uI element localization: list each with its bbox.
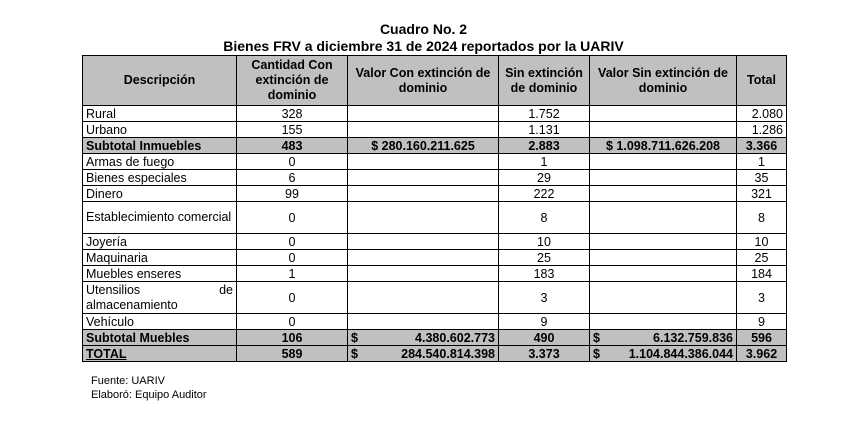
row-desc-word: Utensilios xyxy=(86,282,141,297)
header-valor-sin: Valor Sin extinción de dominio xyxy=(590,56,737,106)
row-cantidad-con: 6 xyxy=(237,170,348,186)
table-row xyxy=(83,314,787,330)
table-row xyxy=(83,266,787,282)
table-row xyxy=(83,170,787,186)
currency-symbol: $ xyxy=(593,346,600,361)
row-total: 8 xyxy=(737,202,787,234)
row-cantidad-con: 0 xyxy=(237,202,348,234)
assets-table xyxy=(82,55,787,362)
row-sin: 25 xyxy=(499,250,590,266)
row-valor-con xyxy=(348,266,499,282)
total-label: TOTAL xyxy=(86,346,127,361)
money-value xyxy=(351,347,495,361)
row-sin: 10 xyxy=(499,234,590,250)
row-desc: Armas de fuego xyxy=(83,154,237,170)
row-sin: 1.752 xyxy=(499,106,590,122)
row-total: 596 xyxy=(737,330,787,346)
row-total: 25 xyxy=(737,250,787,266)
amount: 4.380.602.773 xyxy=(415,330,495,345)
row-total: 1.286 xyxy=(737,122,787,138)
row-valor-con xyxy=(348,330,499,346)
header-sin: Sin extinción de dominio xyxy=(499,56,590,106)
row-valor-sin: $ 1.098.711.626.208 xyxy=(590,138,737,154)
row-sin: 183 xyxy=(499,266,590,282)
row-total: 10 xyxy=(737,234,787,250)
row-desc: Urbano xyxy=(83,122,237,138)
row-desc-line: almacenamiento xyxy=(86,297,178,312)
row-valor-sin xyxy=(590,282,737,314)
row-cantidad-con: 0 xyxy=(237,314,348,330)
row-desc: Subtotal Muebles xyxy=(83,330,237,346)
table-row xyxy=(83,250,787,266)
row-cantidad-con: 0 xyxy=(237,234,348,250)
amount: 6.132.759.836 xyxy=(653,330,733,345)
table-row xyxy=(83,106,787,122)
row-valor-sin xyxy=(590,346,737,362)
row-cantidad-con: 106 xyxy=(237,330,348,346)
row-desc: Establecimiento comercial xyxy=(83,202,237,234)
table-row xyxy=(83,282,787,314)
row-valor-con xyxy=(348,186,499,202)
row-valor-con xyxy=(348,106,499,122)
row-valor-sin xyxy=(590,154,737,170)
header-valor-con: Valor Con extinción de dominio xyxy=(348,56,499,106)
row-valor-con xyxy=(348,122,499,138)
subtotal-row xyxy=(83,330,787,346)
row-valor-sin xyxy=(590,122,737,138)
row-sin: 9 xyxy=(499,314,590,330)
table-row xyxy=(83,234,787,250)
row-total: 9 xyxy=(737,314,787,330)
row-desc-line xyxy=(86,283,233,298)
money-value xyxy=(593,331,733,345)
table-row xyxy=(83,186,787,202)
row-valor-sin xyxy=(590,266,737,282)
total-row xyxy=(83,346,787,362)
row-total: 3 xyxy=(737,282,787,314)
row-desc xyxy=(83,282,237,314)
row-valor-con xyxy=(348,202,499,234)
row-desc-word: de xyxy=(219,282,233,297)
row-cantidad-con: 155 xyxy=(237,122,348,138)
table-row xyxy=(83,154,787,170)
row-valor-sin xyxy=(590,186,737,202)
source-note: Fuente: UARIV xyxy=(91,375,165,387)
row-sin: 1.131 xyxy=(499,122,590,138)
row-sin: 1 xyxy=(499,154,590,170)
row-valor-sin xyxy=(590,250,737,266)
subtotal-row xyxy=(83,138,787,154)
row-valor-con xyxy=(348,250,499,266)
row-sin: 222 xyxy=(499,186,590,202)
row-sin: 29 xyxy=(499,170,590,186)
row-cantidad-con: 0 xyxy=(237,154,348,170)
table-row xyxy=(83,122,787,138)
row-valor-con xyxy=(348,234,499,250)
row-valor-sin xyxy=(590,170,737,186)
amount: 284.540.814.398 xyxy=(401,346,495,361)
row-desc xyxy=(83,346,237,362)
row-desc: Bienes especiales xyxy=(83,170,237,186)
row-desc: Dinero xyxy=(83,186,237,202)
row-valor-con xyxy=(348,170,499,186)
row-valor-con: $ 280.160.211.625 xyxy=(348,138,499,154)
row-total: 35 xyxy=(737,170,787,186)
row-valor-sin xyxy=(590,314,737,330)
row-cantidad-con: 328 xyxy=(237,106,348,122)
row-total: 1 xyxy=(737,154,787,170)
row-valor-sin xyxy=(590,106,737,122)
header-cantidad-con: Cantidad Con extinción de dominio xyxy=(237,56,348,106)
money-value xyxy=(351,331,495,345)
table-subtitle: Bienes FRV a diciembre 31 de 2024 reportados por la UARIV xyxy=(223,38,624,54)
author-note: Elaboró: Equipo Auditor xyxy=(91,389,207,401)
row-desc: Rural xyxy=(83,106,237,122)
currency-symbol: $ xyxy=(593,330,600,345)
row-cantidad-con: 99 xyxy=(237,186,348,202)
header-total: Total xyxy=(737,56,787,106)
row-cantidad-con: 0 xyxy=(237,282,348,314)
row-desc: Maquinaria xyxy=(83,250,237,266)
row-desc: Subtotal Inmuebles xyxy=(83,138,237,154)
row-total: 3.366 xyxy=(737,138,787,154)
row-valor-con xyxy=(348,154,499,170)
row-total: 321 xyxy=(737,186,787,202)
row-total: 3.962 xyxy=(737,346,787,362)
table-header-row xyxy=(83,56,787,106)
row-valor-con xyxy=(348,314,499,330)
row-sin: 2.883 xyxy=(499,138,590,154)
row-desc: Joyería xyxy=(83,234,237,250)
row-valor-con xyxy=(348,346,499,362)
row-sin: 3.373 xyxy=(499,346,590,362)
currency-symbol: $ xyxy=(351,346,358,361)
table-row xyxy=(83,202,787,234)
row-sin: 3 xyxy=(499,282,590,314)
row-cantidad-con: 0 xyxy=(237,250,348,266)
amount: 1.104.844.386.044 xyxy=(628,346,733,361)
row-cantidad-con: 483 xyxy=(237,138,348,154)
row-desc: Muebles enseres xyxy=(83,266,237,282)
row-valor-sin xyxy=(590,234,737,250)
header-descripcion: Descripción xyxy=(83,56,237,106)
row-valor-sin xyxy=(590,330,737,346)
row-valor-sin xyxy=(590,202,737,234)
row-sin: 8 xyxy=(499,202,590,234)
row-sin: 490 xyxy=(499,330,590,346)
table-title: Cuadro No. 2 xyxy=(379,21,468,37)
currency-symbol: $ xyxy=(351,330,358,345)
row-cantidad-con: 1 xyxy=(237,266,348,282)
row-total: 2.080 xyxy=(737,106,787,122)
row-desc: Vehículo xyxy=(83,314,237,330)
row-total: 184 xyxy=(737,266,787,282)
money-value xyxy=(593,347,733,361)
row-cantidad-con: 589 xyxy=(237,346,348,362)
row-valor-con xyxy=(348,282,499,314)
